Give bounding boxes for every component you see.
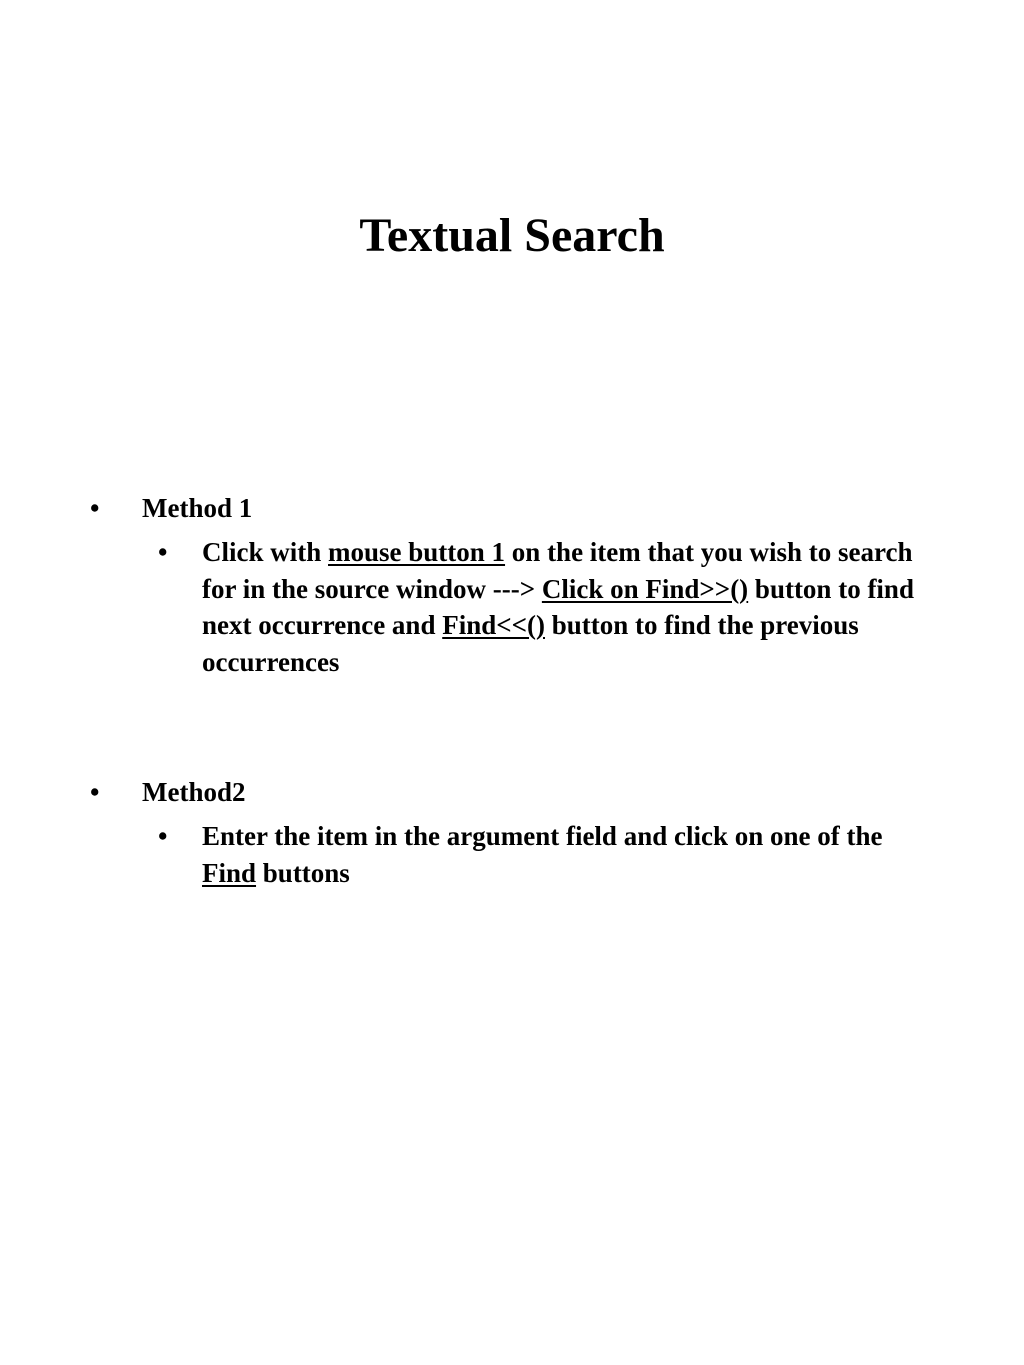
detail-text-segment: Click with [202, 537, 329, 567]
method2-heading: Method2 [142, 777, 246, 807]
method2-detail-text [202, 818, 938, 891]
detail-text-segment: buttons [256, 857, 350, 888]
bullet-dot: • [158, 537, 168, 567]
detail-text-segment: on the item that you wish to search for in the source window ---> [202, 537, 913, 604]
bullet-dot: • [158, 821, 168, 851]
find-buttons-term: Find [202, 857, 257, 888]
bullet-dot: • [90, 777, 100, 807]
mouse-button-1-term: mouse button 1 [328, 537, 506, 567]
slide-title: Textual Search [359, 209, 665, 262]
detail-text-segment: Enter the item in the argument field and click on one of the [202, 821, 883, 851]
bullet-dot: • [90, 493, 100, 523]
detail-text-segment: button to find the previous occurrences [202, 610, 859, 677]
method1-detail-bullet [158, 534, 938, 680]
method1-detail-text [202, 534, 938, 680]
method2-detail-bullet [158, 818, 938, 891]
find-next-term: Click on Find>>() [541, 573, 749, 604]
method1-heading: Method 1 [142, 493, 253, 523]
detail-text-segment: button to find next occurrence and [202, 573, 914, 640]
find-previous-term: Find<<() [442, 610, 545, 640]
